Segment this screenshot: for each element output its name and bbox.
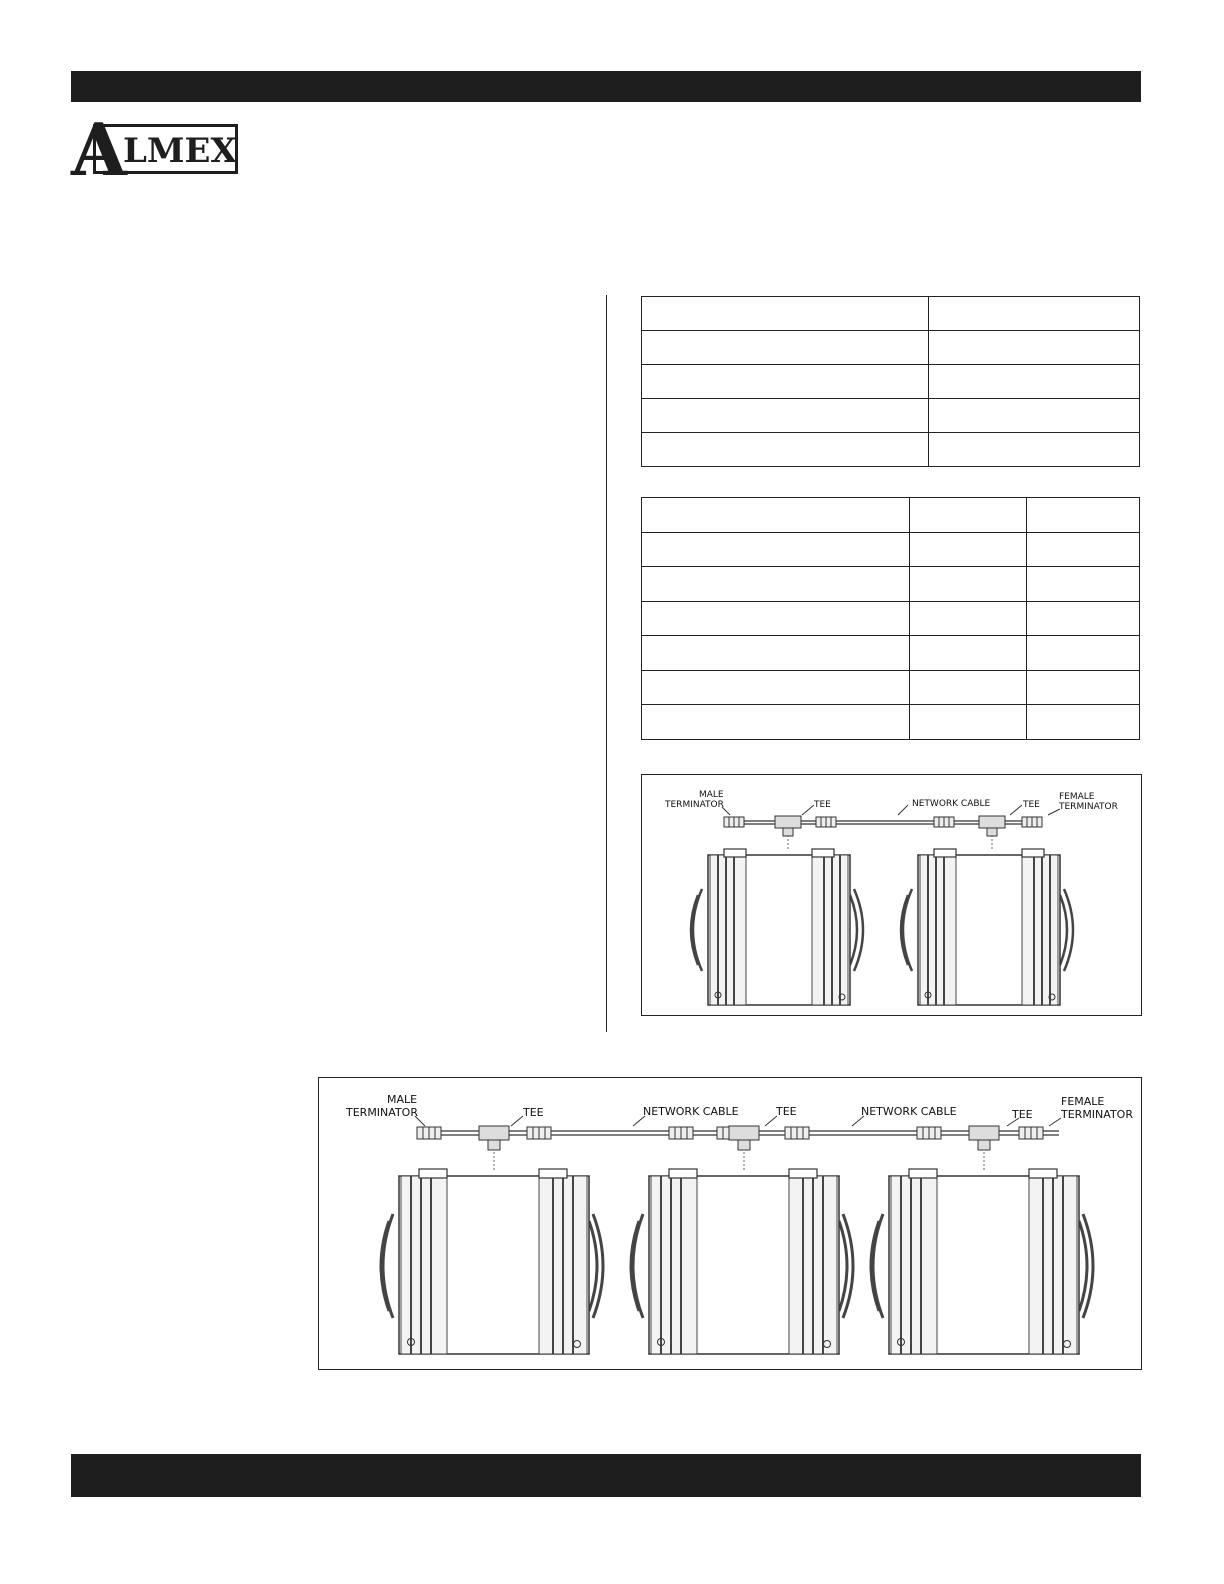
network-diagram-three-units [318,1077,1142,1370]
table-row [642,297,1140,331]
table-row [642,636,1140,671]
male-terminator-connector [724,817,744,827]
table-cell [910,670,1027,705]
diagram-canvas [319,1078,1140,1368]
table-row [642,399,1140,433]
cable-connector [934,817,954,827]
label-network-cable: NETWORK CABLE [861,1105,957,1118]
table-cell [1027,567,1140,602]
label-tee: TEE [814,800,831,810]
table-cell [929,331,1140,365]
label-female: FEMALE [1059,792,1095,802]
table-cell [642,331,929,365]
label-male: MALE [699,790,724,800]
tee-connector [979,816,1005,836]
table-cell [910,705,1027,740]
tee-connector [775,816,801,836]
cable-connector [816,817,836,827]
female-terminator-connector [1022,817,1042,827]
female-terminator-connector [1019,1127,1043,1139]
tee-connector [969,1126,999,1150]
control-unit [901,849,1073,1005]
table-cell [929,433,1140,467]
table-cell [642,498,910,533]
label-male-terminator: TERMINATOR [665,800,724,810]
logo-wordmark: LMEX [123,131,237,171]
table-row [642,670,1140,705]
table-cell [642,399,929,433]
table-row [642,498,1140,533]
label-tee: TEE [1023,800,1040,810]
label-male: MALE [387,1093,418,1106]
label-tee: TEE [523,1106,544,1119]
table-cell [1027,532,1140,567]
table-cell [642,601,910,636]
table-row [642,365,1140,399]
table-cell [642,567,910,602]
table-cell [1027,601,1140,636]
control-unit [691,849,863,1005]
table-cell [910,636,1027,671]
cable-connector [917,1127,941,1139]
label-tee: TEE [776,1105,797,1118]
table-cell [642,705,910,740]
cable-connector [785,1127,809,1139]
table-cell [642,297,929,331]
spec-table-1 [641,296,1140,467]
diagram-canvas [642,775,1140,1014]
male-terminator-connector [417,1127,441,1139]
label-tee: TEE [1012,1108,1033,1121]
table-cell [642,636,910,671]
control-unit [381,1169,603,1354]
table-cell [910,498,1027,533]
table-row [642,331,1140,365]
table-cell [642,433,929,467]
table-cell [929,297,1140,331]
table-cell [1027,636,1140,671]
label-female-terminator: TERMINATOR [1061,1108,1133,1121]
table-cell [642,365,929,399]
table-cell [910,532,1027,567]
tee-connector [479,1126,509,1150]
footer-bar [71,1454,1141,1497]
header-bar [71,71,1141,102]
table-row [642,532,1140,567]
control-unit [871,1169,1093,1354]
table-cell [1027,498,1140,533]
control-unit [631,1169,853,1354]
table-row [642,705,1140,740]
table-cell [1027,670,1140,705]
almex-logo [71,107,243,192]
table-row [642,433,1140,467]
table-cell [929,365,1140,399]
logo-letter-a: A [71,107,127,192]
label-network-cable: NETWORK CABLE [643,1105,739,1118]
table-cell [642,670,910,705]
table-cell [1027,705,1140,740]
cable-connector [669,1127,693,1139]
network-diagram-two-units [641,774,1142,1016]
spec-table-2 [641,497,1140,740]
label-female: FEMALE [1061,1095,1105,1108]
column-divider [606,295,607,1032]
table-cell [910,601,1027,636]
table-cell [642,532,910,567]
cable-connector [527,1127,551,1139]
label-network-cable: NETWORK CABLE [912,799,991,809]
table-cell [910,567,1027,602]
tee-connector [729,1126,759,1150]
table-cell [929,399,1140,433]
table-row [642,601,1140,636]
label-male-terminator: TERMINATOR [346,1106,418,1119]
table-row [642,567,1140,602]
label-female-terminator: TERMINATOR [1059,802,1118,812]
